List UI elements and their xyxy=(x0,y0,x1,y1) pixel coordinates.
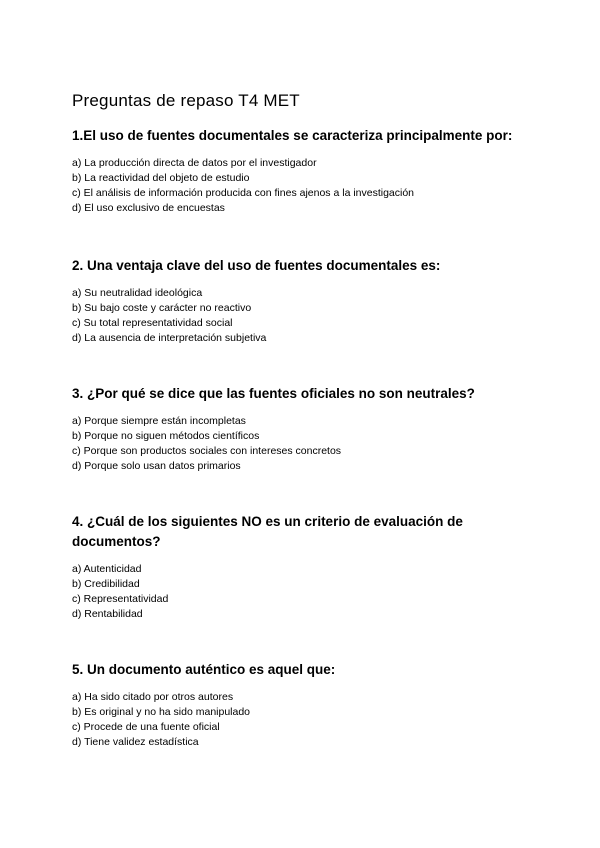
question-4 xyxy=(72,512,542,622)
option-b: b) Su bajo coste y carácter no reactivo xyxy=(72,302,252,314)
option-a: a) Ha sido citado por otros autores xyxy=(72,691,234,703)
question-5 xyxy=(72,660,542,750)
question-text: 2. Una ventaja clave del uso de fuentes documentales es: xyxy=(72,258,441,273)
option-a: a) Autenticidad xyxy=(72,563,142,575)
option-b: b) La reactividad del objeto de estudio xyxy=(72,172,250,184)
option-c: c) Representatividad xyxy=(72,593,169,605)
option-c: c) Porque son productos sociales con intereses concretos xyxy=(72,445,342,457)
option-list xyxy=(72,562,542,622)
option-a: a) Su neutralidad ideológica xyxy=(72,287,203,299)
question-2 xyxy=(72,256,542,346)
question-text: 5. Un documento auténtico es aquel que: xyxy=(72,662,336,677)
option-d: d) Tiene validez estadística xyxy=(72,736,199,748)
question-text: 3. ¿Por qué se dice que las fuentes oficiales no son neutrales? xyxy=(72,386,475,401)
question-1 xyxy=(72,126,542,216)
page-title: Preguntas de repaso T4 MET xyxy=(72,91,300,110)
option-list xyxy=(72,156,542,216)
option-b: b) Credibilidad xyxy=(72,578,140,590)
option-d: d) La ausencia de interpretación subjetiva xyxy=(72,332,267,344)
option-list xyxy=(72,286,542,346)
option-a: a) Porque siempre están incompletas xyxy=(72,415,246,427)
option-d: d) El uso exclusivo de encuestas xyxy=(72,202,225,214)
option-a: a) La producción directa de datos por el investigador xyxy=(72,157,317,169)
option-c: c) El análisis de información producida con fines ajenos a la investigación xyxy=(72,187,415,199)
question-text: 4. ¿Cuál de los siguientes NO es un criterio de evaluación de documentos? xyxy=(72,514,463,549)
option-list xyxy=(72,690,542,750)
option-c: c) Procede de una fuente oficial xyxy=(72,721,220,733)
option-d: d) Rentabilidad xyxy=(72,608,143,620)
option-b: b) Porque no siguen métodos científicos xyxy=(72,430,260,442)
option-list xyxy=(72,414,542,474)
option-c: c) Su total representatividad social xyxy=(72,317,233,329)
question-text: 1.El uso de fuentes documentales se caracteriza principalmente por: xyxy=(72,128,513,143)
option-d: d) Porque solo usan datos primarios xyxy=(72,460,241,472)
question-3 xyxy=(72,384,542,474)
option-b: b) Es original y no ha sido manipulado xyxy=(72,706,251,718)
